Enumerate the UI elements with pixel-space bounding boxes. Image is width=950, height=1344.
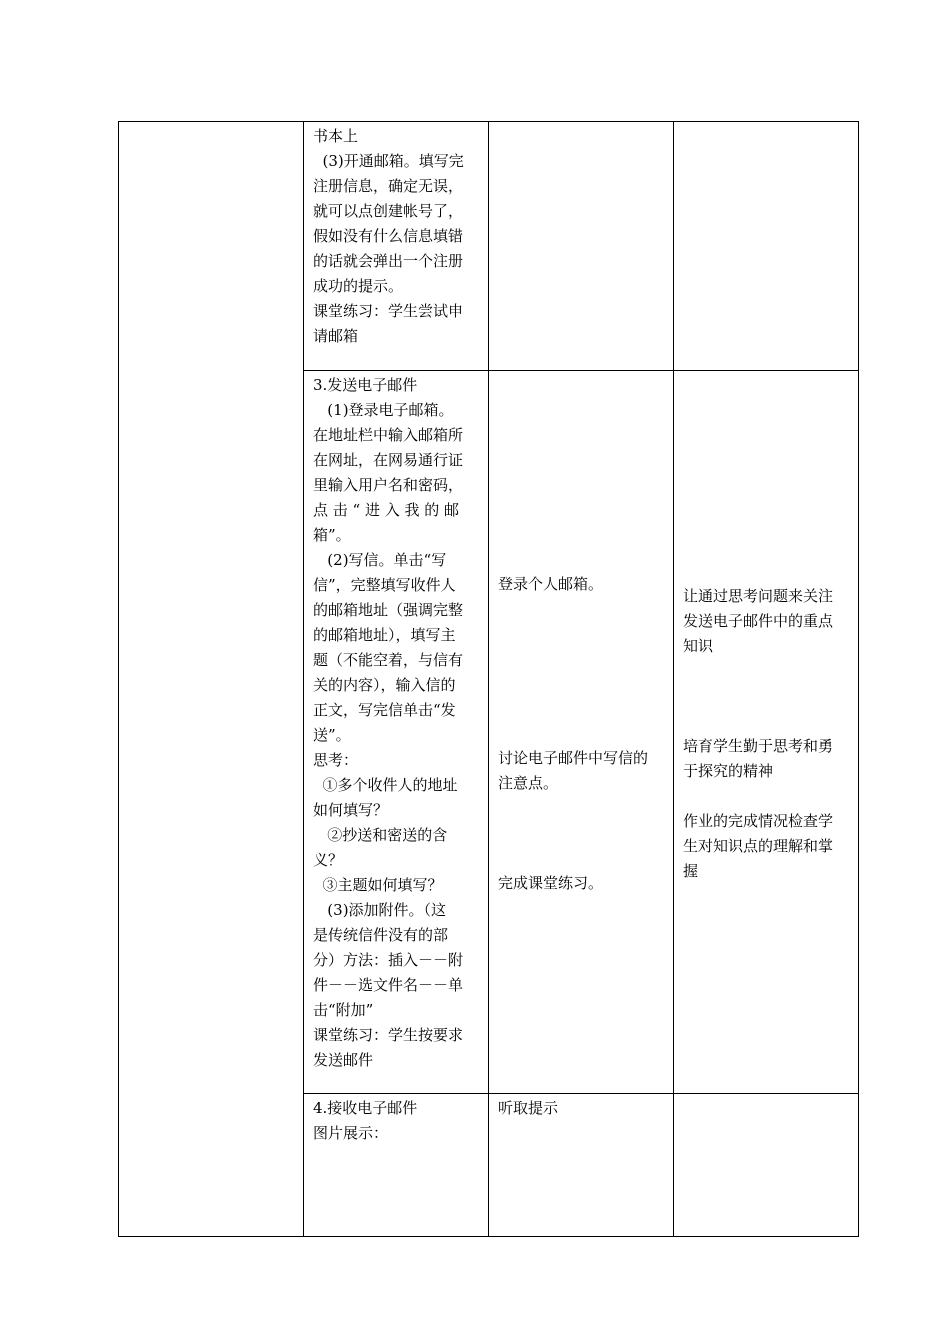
text-line: 3.发送电子邮件 — [313, 376, 418, 394]
text-line: 知识 — [683, 637, 714, 655]
text-line: 箱”。 — [313, 526, 351, 544]
text-line: 听取提示 — [498, 1099, 559, 1117]
text-line: 的话就会弹出一个注册 — [313, 252, 464, 270]
column-divider — [303, 121, 304, 1237]
cell-r1-teaching-content — [313, 124, 464, 349]
row-divider — [303, 1093, 859, 1094]
text-line: 课堂练习：学生按要求 — [313, 1026, 464, 1044]
text-line: 击“附加” — [313, 1001, 374, 1019]
text-line: 请邮箱 — [313, 327, 359, 345]
text-line: ①多个收件人的地址 — [313, 776, 458, 794]
text-line: 图片展示： — [313, 1124, 389, 1142]
text-line: (3)开通邮箱。填写完 — [313, 152, 464, 170]
text-line: 讨论电子邮件中写信的 — [498, 749, 649, 767]
cell-r2-student-activity-practice — [498, 871, 603, 896]
text-line: (2)写信。单击“写 — [313, 551, 447, 569]
text-line: 4.接收电子邮件 — [313, 1099, 418, 1117]
text-line: 思考： — [313, 751, 359, 769]
text-line: (1)登录电子邮箱。 — [313, 401, 454, 419]
text-line: 在网址，在网易通行证 — [313, 451, 464, 469]
text-line: 成功的提示。 — [313, 277, 404, 295]
text-line: (3)添加附件。（这 — [313, 901, 447, 919]
text-line: 登录个人邮箱。 — [498, 575, 604, 593]
text-line: 发送电子邮件中的重点 — [683, 612, 834, 630]
text-line: 假如没有什么信息填错 — [313, 227, 464, 245]
text-line: 关的内容），输入信的 — [313, 676, 456, 694]
text-line: 如何填写？ — [313, 801, 389, 819]
text-line: 就可以点创建帐号了， — [313, 202, 464, 220]
text-line: 在地址栏中输入邮箱所 — [313, 426, 464, 444]
cell-r3-teaching-content — [313, 1096, 417, 1146]
text-line: 生对知识点的理解和掌 — [683, 837, 834, 855]
row-divider — [303, 370, 859, 371]
text-line: 注意点。 — [498, 774, 559, 792]
text-line: 信”，完整填写收件人 — [313, 576, 456, 594]
text-line: 分）方法：插入－－附 — [313, 951, 464, 969]
text-line: 义？ — [313, 851, 344, 869]
text-line: 件－－选文件名－－单 — [313, 976, 464, 994]
text-line: 的邮箱地址），填写主 — [313, 626, 456, 644]
text-line: 正文，写完信单击“发 — [313, 701, 456, 719]
text-line: 作业的完成情况检查学 — [683, 812, 834, 830]
text-line: 里输入用户名和密码， — [313, 476, 464, 494]
cell-r2-design-intent-thinking — [683, 734, 833, 784]
cell-r2-student-activity-discuss — [498, 746, 648, 796]
cell-r2-student-activity-login — [498, 572, 603, 597]
text-line: 送”。 — [313, 726, 351, 744]
text-line: 课堂练习：学生尝试申 — [313, 302, 464, 320]
text-line: 发送邮件 — [313, 1051, 374, 1069]
column-divider — [673, 121, 674, 1237]
cell-r3-student-activity — [498, 1096, 558, 1121]
text-line: 于探究的精神 — [683, 762, 774, 780]
text-line: 的邮箱地址（强调完整 — [313, 601, 464, 619]
text-line: 完成课堂练习。 — [498, 874, 604, 892]
text-line: 注册信息，确定无误， — [313, 177, 464, 195]
text-line: 题（不能空着，与信有 — [313, 651, 464, 669]
column-divider — [488, 121, 489, 1237]
cell-r2-teaching-content — [313, 373, 463, 1073]
text-line: 是传统信件没有的部 — [313, 926, 449, 944]
text-line: 培育学生勤于思考和勇 — [683, 737, 834, 755]
text-line: ②抄送和密送的含 — [313, 826, 448, 844]
cell-r2-design-intent-focus — [683, 584, 833, 659]
cell-r2-design-intent-assessment — [683, 809, 833, 884]
text-line: 让通过思考问题来关注 — [683, 587, 834, 605]
text-line: 点 击 “ 进 入 我 的 邮 — [313, 501, 460, 519]
text-line: 握 — [683, 862, 699, 880]
text-line: 书本上 — [313, 127, 359, 145]
text-line: ③主题如何填写？ — [313, 876, 443, 894]
